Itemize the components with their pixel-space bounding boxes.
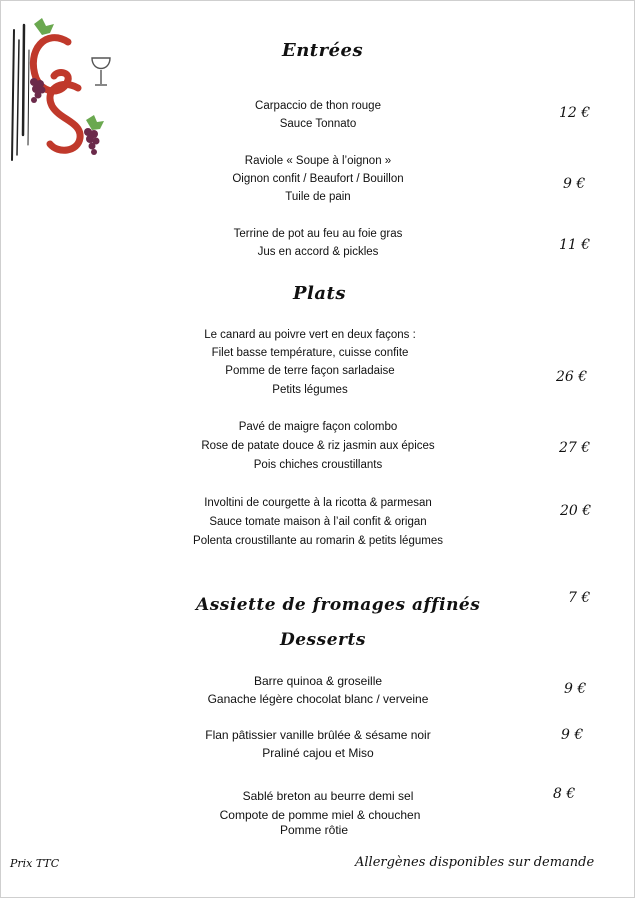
item-line: Pavé de maigre façon colombo: [238, 421, 398, 433]
item-line: Pois chiches croustillants: [253, 459, 383, 471]
item-price: 12 €: [559, 105, 591, 121]
item-line: Sablé breton au beurre demi sel: [242, 789, 414, 803]
item-price: 11 €: [559, 237, 591, 253]
item-price: 8 €: [553, 786, 576, 802]
brush-strokes: [12, 25, 29, 160]
section-title-fromages: Assiette de fromages affinés: [196, 595, 481, 615]
item-line: Ganache légère chocolat blanc / verveine: [207, 692, 429, 706]
item-line: Praliné cajou et Miso: [262, 746, 374, 760]
item-price: 9 €: [563, 176, 586, 192]
prices-note: Prix TTC: [10, 857, 60, 870]
item-line: Carpaccio de thon rouge: [255, 100, 381, 112]
item-line: Flan pâtissier vanille brûlée & sésame noir: [205, 728, 431, 742]
item-price: 27 €: [559, 440, 591, 456]
item-line: Le canard au poivre vert en deux façons :: [204, 329, 416, 341]
item-price: 9 €: [564, 681, 587, 697]
item-price: 20 €: [560, 503, 592, 519]
section-title-plats: Plats: [293, 283, 346, 304]
section-title-desserts: Desserts: [280, 630, 366, 650]
item-line: Terrine de pot au feu au foie gras: [233, 228, 403, 240]
grape-cluster-bottom: [84, 128, 100, 155]
item-line: Pomme rôtie: [279, 823, 349, 837]
allergens-note: Allergènes disponibles sur demande: [355, 855, 595, 870]
item-line: Raviole « Soupe à l’oignon »: [244, 155, 392, 167]
restaurant-logo: [6, 10, 126, 170]
item-line: Filet basse température, cuisse confite: [211, 347, 409, 359]
item-line: Jus en accord & pickles: [257, 246, 379, 258]
item-line: Compote de pomme miel & chouchen: [219, 808, 421, 822]
grape-cluster-top: [30, 78, 46, 103]
item-line: Sauce tomate maison à l’ail confit & origan: [209, 516, 427, 528]
item-line: Involtini de courgette à la ricotta & parmesan: [204, 497, 432, 509]
item-line: Tuile de pain: [285, 191, 351, 203]
item-price: 26 €: [556, 369, 588, 385]
section-title-entrees: Entrées: [282, 40, 364, 61]
fromages-price: 7 €: [568, 590, 591, 606]
item-price: 9 €: [561, 727, 584, 743]
item-line: Sauce Tonnato: [279, 118, 357, 130]
wine-glass-icon: [92, 58, 110, 85]
item-line: Petits légumes: [272, 384, 348, 396]
item-line: Barre quinoa & groseille: [253, 674, 383, 688]
item-line: Polenta croustillante au romarin & petits légumes: [193, 535, 443, 547]
item-line: Rose de patate douce & riz jasmin aux épices: [201, 440, 435, 452]
item-line: Oignon confit / Beaufort / Bouillon: [232, 173, 404, 185]
item-line: Pomme de terre façon sarladaise: [225, 365, 395, 377]
